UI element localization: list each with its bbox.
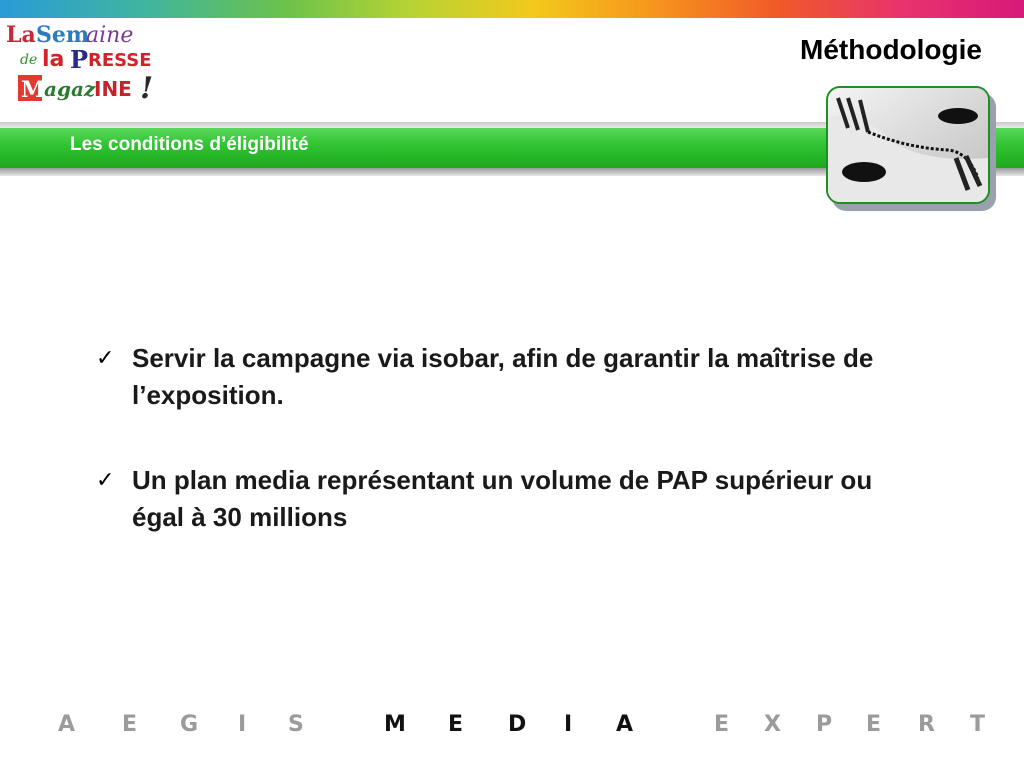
footer-letter: X: [764, 712, 781, 737]
slide-title: Méthodologie: [800, 34, 982, 65]
la-semaine-de-la-presse-logo: [2, 20, 170, 116]
svg-text:INE: INE: [94, 77, 132, 101]
footer-letter: D: [508, 712, 527, 737]
bullet-text: Servir la campagne via isobar, afin de garantir la maîtrise de l’exposition.: [132, 343, 874, 410]
footer-letter: E: [866, 712, 882, 737]
footer-letter: P: [816, 712, 833, 737]
checkmark-icon: ✓: [96, 346, 115, 371]
rainbow-header-bar: [0, 0, 1024, 18]
footer-letter: T: [970, 712, 986, 737]
footer-letter: E: [122, 712, 138, 737]
list-item: [96, 340, 896, 414]
svg-text:de: de: [20, 52, 38, 68]
footer-letter: I: [564, 712, 573, 737]
svg-text:aine: aine: [86, 23, 134, 48]
gears-photo-icon: [826, 86, 990, 204]
section-subtitle: Les conditions d’éligibilité: [70, 134, 309, 155]
svg-text:Sem: Sem: [36, 22, 90, 48]
footer-letter: G: [180, 712, 199, 737]
footer-letter: E: [714, 712, 730, 737]
aegis-media-expert-footer-logo: [58, 712, 988, 742]
footer-letter: E: [448, 712, 464, 737]
footer-letter: A: [616, 712, 634, 737]
svg-text:P: P: [70, 45, 89, 74]
svg-text:La: La: [6, 22, 36, 48]
bullet-list: [96, 340, 896, 584]
svg-text:RESSE: RESSE: [88, 50, 152, 71]
checkmark-icon: ✓: [96, 468, 115, 493]
list-item: [96, 462, 896, 536]
footer-letter: S: [288, 712, 304, 737]
svg-text:!: !: [140, 71, 154, 106]
svg-text:agaz: agaz: [44, 77, 96, 101]
svg-text:la: la: [42, 47, 65, 72]
footer-letter: I: [238, 712, 247, 737]
svg-text:M: M: [21, 77, 46, 103]
bullet-text: Un plan media représentant un volume de PAP supérieur ou égal à 30 millions: [132, 465, 873, 532]
footer-letter: A: [58, 712, 76, 737]
footer-letter: R: [918, 712, 935, 737]
footer-letter: M: [384, 712, 406, 737]
